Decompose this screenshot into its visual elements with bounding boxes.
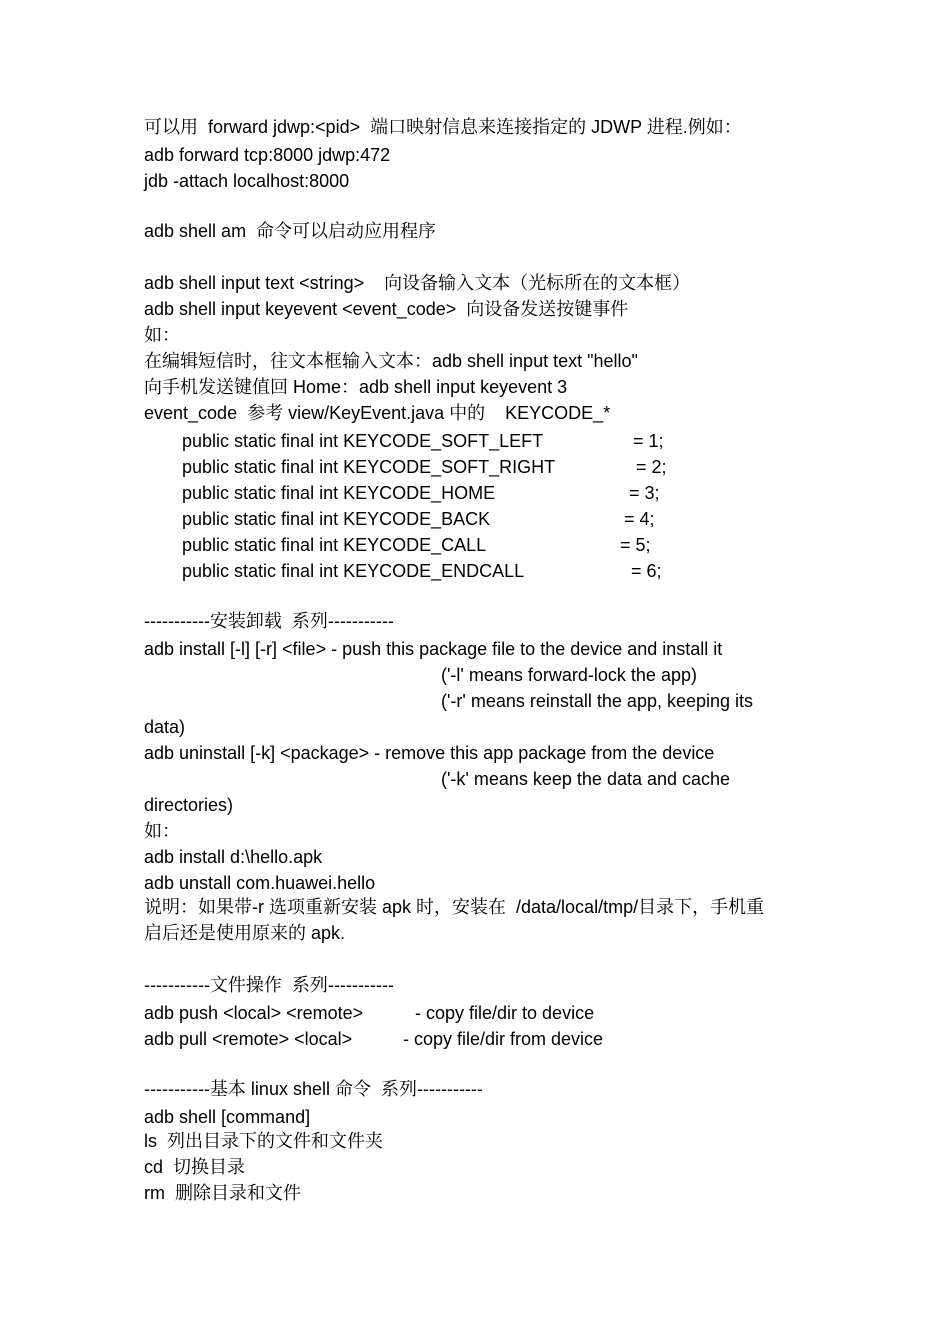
keycode-value: = 5; bbox=[620, 535, 651, 555]
keycode-decl: public static final int KEYCODE_BACK bbox=[182, 509, 491, 529]
text-line: adb forward tcp:8000 jdwp:472 bbox=[144, 145, 391, 165]
keycode-decl: public static final int KEYCODE_CALL bbox=[182, 535, 487, 555]
text-line: 可以用 forward jdwp:<pid> 端口映射信息来连接指定的 JDWP 进程.例如： bbox=[144, 117, 742, 137]
keycode-decl: public static final int KEYCODE_SOFT_RIGHT bbox=[182, 457, 556, 477]
uninstall-command: adb uninstall [-k] <package> - remove this app package from the device bbox=[144, 743, 715, 763]
example-label: 如： bbox=[144, 821, 180, 841]
keycode-decl: public static final int KEYCODE_SOFT_LEFT bbox=[182, 431, 544, 451]
note-line: 启后还是使用原来的 apk. bbox=[144, 923, 346, 943]
example-line: adb unstall com.huawei.hello bbox=[144, 873, 376, 893]
keycode-value: = 4; bbox=[624, 509, 655, 529]
keycode-value: = 3; bbox=[629, 483, 660, 503]
text-line: event_code 参考 view/KeyEvent.java 中的 KEYCODE_* bbox=[144, 403, 611, 423]
text-line: 在编辑短信时，往文本框输入文本：adb shell input text "hello" bbox=[144, 351, 638, 371]
note-line: 说明：如果带-r 选项重新安装 apk 时，安装在 /data/local/tmp/目录下，手机重 bbox=[144, 897, 765, 917]
text-line: adb shell input text <string> 向设备输入文本（光标所在的文本框） bbox=[144, 273, 691, 293]
section-heading: -----------基本 linux shell 命令 系列----------- bbox=[144, 1079, 483, 1099]
uninstall-option-k: ('-k' means keep the data and cache bbox=[441, 769, 731, 789]
section-heading: -----------文件操作 系列----------- bbox=[144, 975, 394, 995]
pull-command: adb pull <remote> <local> bbox=[144, 1029, 353, 1049]
cd-line: cd 切换目录 bbox=[144, 1157, 246, 1177]
install-option-l: ('-l' means forward-lock the app) bbox=[441, 665, 697, 685]
example-line: adb install d:\hello.apk bbox=[144, 847, 323, 867]
keycode-value: = 1; bbox=[633, 431, 664, 451]
keycode-value: = 2; bbox=[636, 457, 667, 477]
pull-description: - copy file/dir from device bbox=[403, 1029, 604, 1049]
ls-line: ls 列出目录下的文件和文件夹 bbox=[144, 1131, 383, 1151]
section-heading: -----------安装卸载 系列----------- bbox=[144, 611, 394, 631]
keycode-value: = 6; bbox=[631, 561, 662, 581]
keycode-decl: public static final int KEYCODE_ENDCALL bbox=[182, 561, 525, 581]
text-line: 向手机发送键值回 Home：adb shell input keyevent 3 bbox=[144, 377, 568, 397]
push-command: adb push <local> <remote> bbox=[144, 1003, 364, 1023]
install-option-r: ('-r' means reinstall the app, keeping its bbox=[441, 691, 754, 711]
shell-command: adb shell [command] bbox=[144, 1107, 311, 1127]
install-option-r-cont: data) bbox=[144, 717, 186, 737]
uninstall-option-k-cont: directories) bbox=[144, 795, 234, 815]
push-description: - copy file/dir to device bbox=[415, 1003, 595, 1023]
text-line: adb shell input keyevent <event_code> 向设备发送按键事件 bbox=[144, 299, 629, 319]
rm-line: rm 删除目录和文件 bbox=[144, 1183, 301, 1203]
install-command: adb install [-l] [-r] <file> - push this package file to the device and install it bbox=[144, 639, 723, 659]
text-line: adb shell am 命令可以启动应用程序 bbox=[144, 221, 437, 241]
keycode-decl: public static final int KEYCODE_HOME bbox=[182, 483, 496, 503]
text-line: jdb -attach localhost:8000 bbox=[144, 171, 350, 191]
text-line: 如： bbox=[144, 325, 180, 345]
